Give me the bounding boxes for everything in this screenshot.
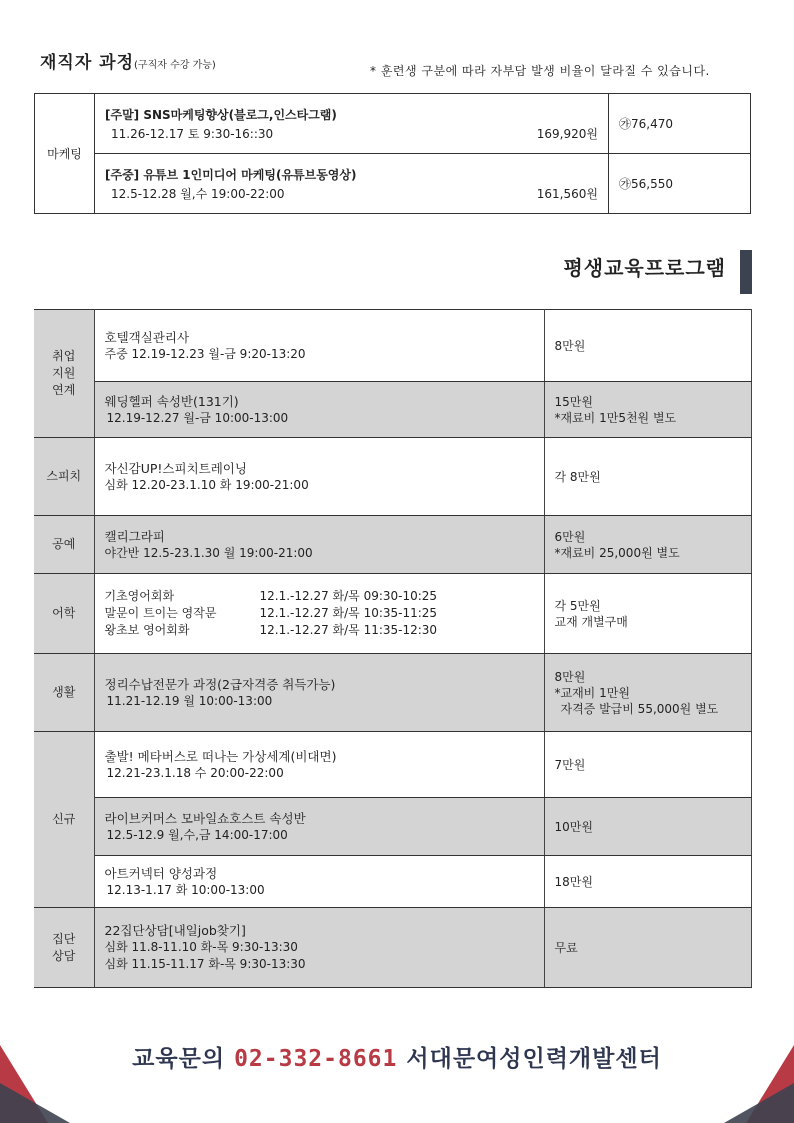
section1-title: 재직자 과정(구직자 수강 가능): [40, 53, 216, 73]
course-cell: 아트커넥터 양성과정 12.13-1.17 화 10:00-13:00: [94, 856, 544, 908]
program-row: [34, 382, 751, 438]
job-course-table: [34, 93, 751, 214]
course-cell: 호텔객실관리사 주중 12.19-12.23 월-금 9:20-13:20: [94, 310, 544, 382]
course-cell: 정리수납전문가 과정(2급자격증 취득가능) 11.21-12.19 월 10:00-13:00: [94, 654, 544, 732]
program-row: [34, 438, 751, 516]
program-row: [34, 310, 751, 382]
category-cell: 공예: [34, 516, 94, 574]
course-cell: 출발! 메타버스로 떠나는 가상세계(비대면) 12.21-23.1.18 수 20:00-22:00: [94, 732, 544, 798]
price-cell: 무료: [544, 908, 751, 988]
course-cell: 기초영어회화 12.1.-12.27 화/목 09:30-10:25 말문이 트이는 영작문 12.1.-12.27 화/목 10:35-11:25 왕초보 영어회화 12.1.-12.27 화/목 11:35-12:30: [94, 574, 544, 654]
program-row: [34, 516, 751, 574]
program-row: [34, 856, 751, 908]
category-cell: 마케팅: [35, 94, 95, 214]
price-cell: 각 5만원 교재 개별구매: [544, 574, 751, 654]
lifelong-program-table: [34, 309, 752, 988]
price-cell: 각 8만원: [544, 438, 751, 516]
self-pay-cell: ㉮76,470: [609, 94, 751, 154]
contact-footer: 교육문의 02-332-8661 서대문여성인력개발센터: [132, 1046, 662, 1072]
price-cell: 10만원: [544, 798, 751, 856]
course-cell: [주말] SNS마케팅향상(블로그,인스타그램) 11.26-12.17 토 9:30-16::30 169,920원: [95, 94, 609, 154]
course-cell: 자신감UP!스피치트레이닝 심화 12.20-23.1.10 화 19:00-21:00: [94, 438, 544, 516]
program-row: [34, 908, 751, 988]
course-cell: [주중] 유튜브 1인미디어 마케팅(유튜브동영상) 12.5-12.28 월,수 19:00-22:00 161,560원: [95, 154, 609, 214]
category-cell: 집단 상담: [34, 908, 94, 988]
category-cell: 어학: [34, 574, 94, 654]
program-row: [34, 798, 751, 856]
course-cell: 웨딩헬퍼 속성반(131기) 12.19-12.27 월-금 10:00-13:00: [94, 382, 544, 438]
section2-title: 평생교육프로그램: [563, 256, 726, 280]
fee-notice: * 훈련생 구분에 따라 자부담 발생 비율이 달라질 수 있습니다.: [370, 64, 710, 78]
price-cell: 15만원 *재료비 1만5천원 별도: [544, 382, 751, 438]
price-cell: 7만원: [544, 732, 751, 798]
price-cell: 6만원 *재료비 25,000원 별도: [544, 516, 751, 574]
title-accent-bar: [740, 250, 752, 294]
program-row: [34, 574, 751, 654]
self-pay-cell: ㉮56,550: [609, 154, 751, 214]
price-cell: 18만원: [544, 856, 751, 908]
phone-number[interactable]: 02-332-8661: [234, 1046, 398, 1072]
price-cell: 8만원: [544, 310, 751, 382]
course-cell: 캘리그라피 야간반 12.5-23.1.30 월 19:00-21:00: [94, 516, 544, 574]
category-cell: 생활: [34, 654, 94, 732]
program-row: [34, 732, 751, 798]
category-cell: 신규: [34, 732, 94, 908]
category-cell: 취업 지원 연계: [34, 310, 94, 438]
program-row: [34, 654, 751, 732]
course-cell: 22집단상담[내일job찾기] 심화 11.8-11.10 화-목 9:30-13:30 심화 11.15-11.17 화-목 9:30-13:30: [94, 908, 544, 988]
category-cell: 스피치: [34, 438, 94, 516]
course-cell: 라이브커머스 모바일쇼호스트 속성반 12.5-12.9 월,수,금 14:00-17:00: [94, 798, 544, 856]
price-cell: 8만원 *교재비 1만원 자격증 발급비 55,000원 별도: [544, 654, 751, 732]
